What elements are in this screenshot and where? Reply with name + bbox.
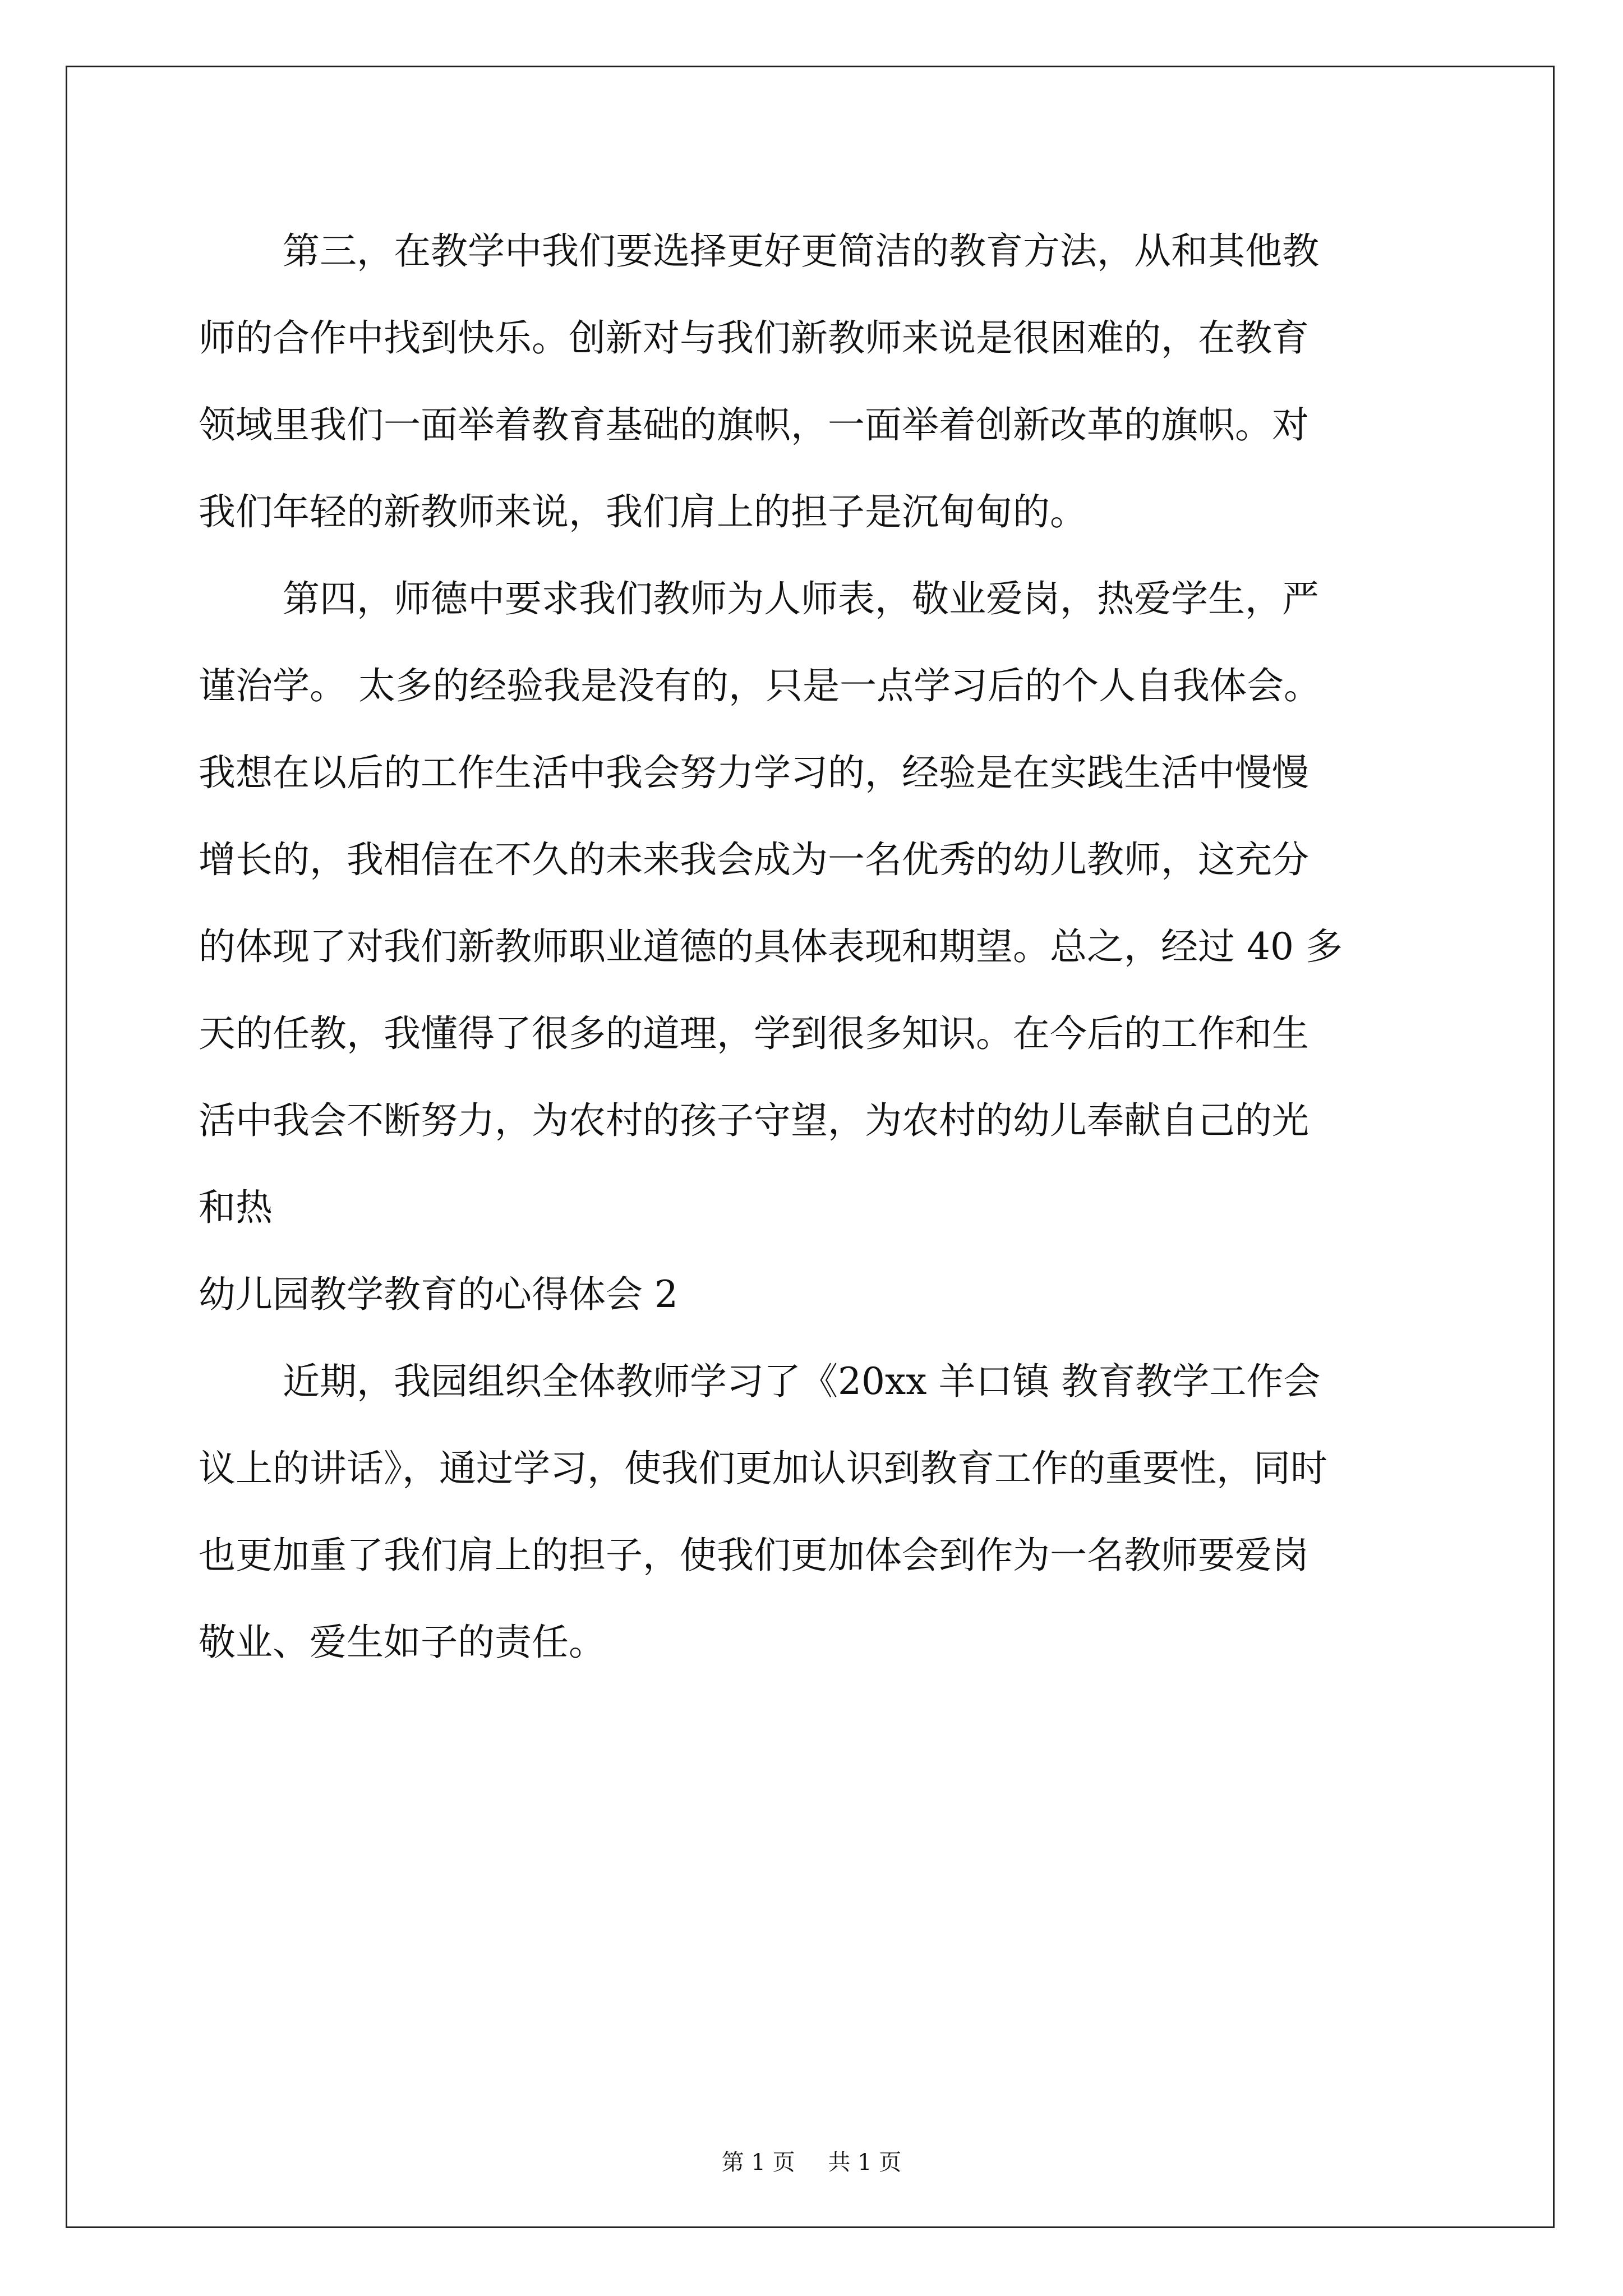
text-line: 我们年轻的新教师来说，我们肩上的担子是沉甸甸的。 [199,490,1087,533]
section-heading: 幼儿园教学教育的心得体会 2 [199,1273,678,1316]
paragraph-third-point [199,208,1432,555]
page-footer [0,2148,1623,2177]
document-body [199,208,1432,1686]
text-line: 第三，在教学中我们要选择更好更简洁的教育方法，从和其他教 [283,229,1319,273]
text-line: 第四，师德中要求我们教师为人师表，敬业爱岗，热爱学生，严 [283,577,1319,620]
text-line: 议上的讲话》，通过学习，使我们更加认识到教育工作的重要性，同时 [199,1447,1327,1490]
text-line: 增长的，我相信在不久的未来我会成为一名优秀的幼儿教师，这充分 [199,838,1309,881]
page-number: 第 1 页 [721,2150,795,2175]
page-total: 共 1 页 [828,2150,902,2175]
text-line: 天的任教，我懂得了很多的道理，学到很多知识。在今后的工作和生 [199,1012,1309,1055]
text-line: 师的合作中找到快乐。创新对与我们新教师来说是很困难的，在教育 [199,316,1309,360]
text-line: 敬业、爱生如子的责任。 [199,1621,606,1664]
text-line: 和热 [199,1186,273,1229]
text-line: 活中我会不断努力，为农村的孩子守望，为农村的幼儿奉献自己的光 [199,1099,1309,1142]
text-line: 也更加重了我们肩上的担子，使我们更加体会到作为一名教师要爱岗 [199,1534,1309,1577]
text-line: 的体现了对我们新教师职业道德的具体表现和期望。总之，经过 40 多 [199,925,1343,968]
paragraph-fourth-point [199,555,1432,1251]
text-line: 领域里我们一面举着教育基础的旗帜，一面举着创新改革的旗帜。对 [199,403,1309,447]
text-line: 谨治学。 太多的经验我是没有的，只是一点学习后的个人自我体会。 [199,664,1321,707]
paragraph-study-report [199,1338,1432,1686]
text-line: 我想在以后的工作生活中我会努力学习的，经验是在实践生活中慢慢 [199,751,1309,794]
text-line: 近期，我园组织全体教师学习了《20xx 羊口镇 教育教学工作会 [283,1360,1321,1403]
